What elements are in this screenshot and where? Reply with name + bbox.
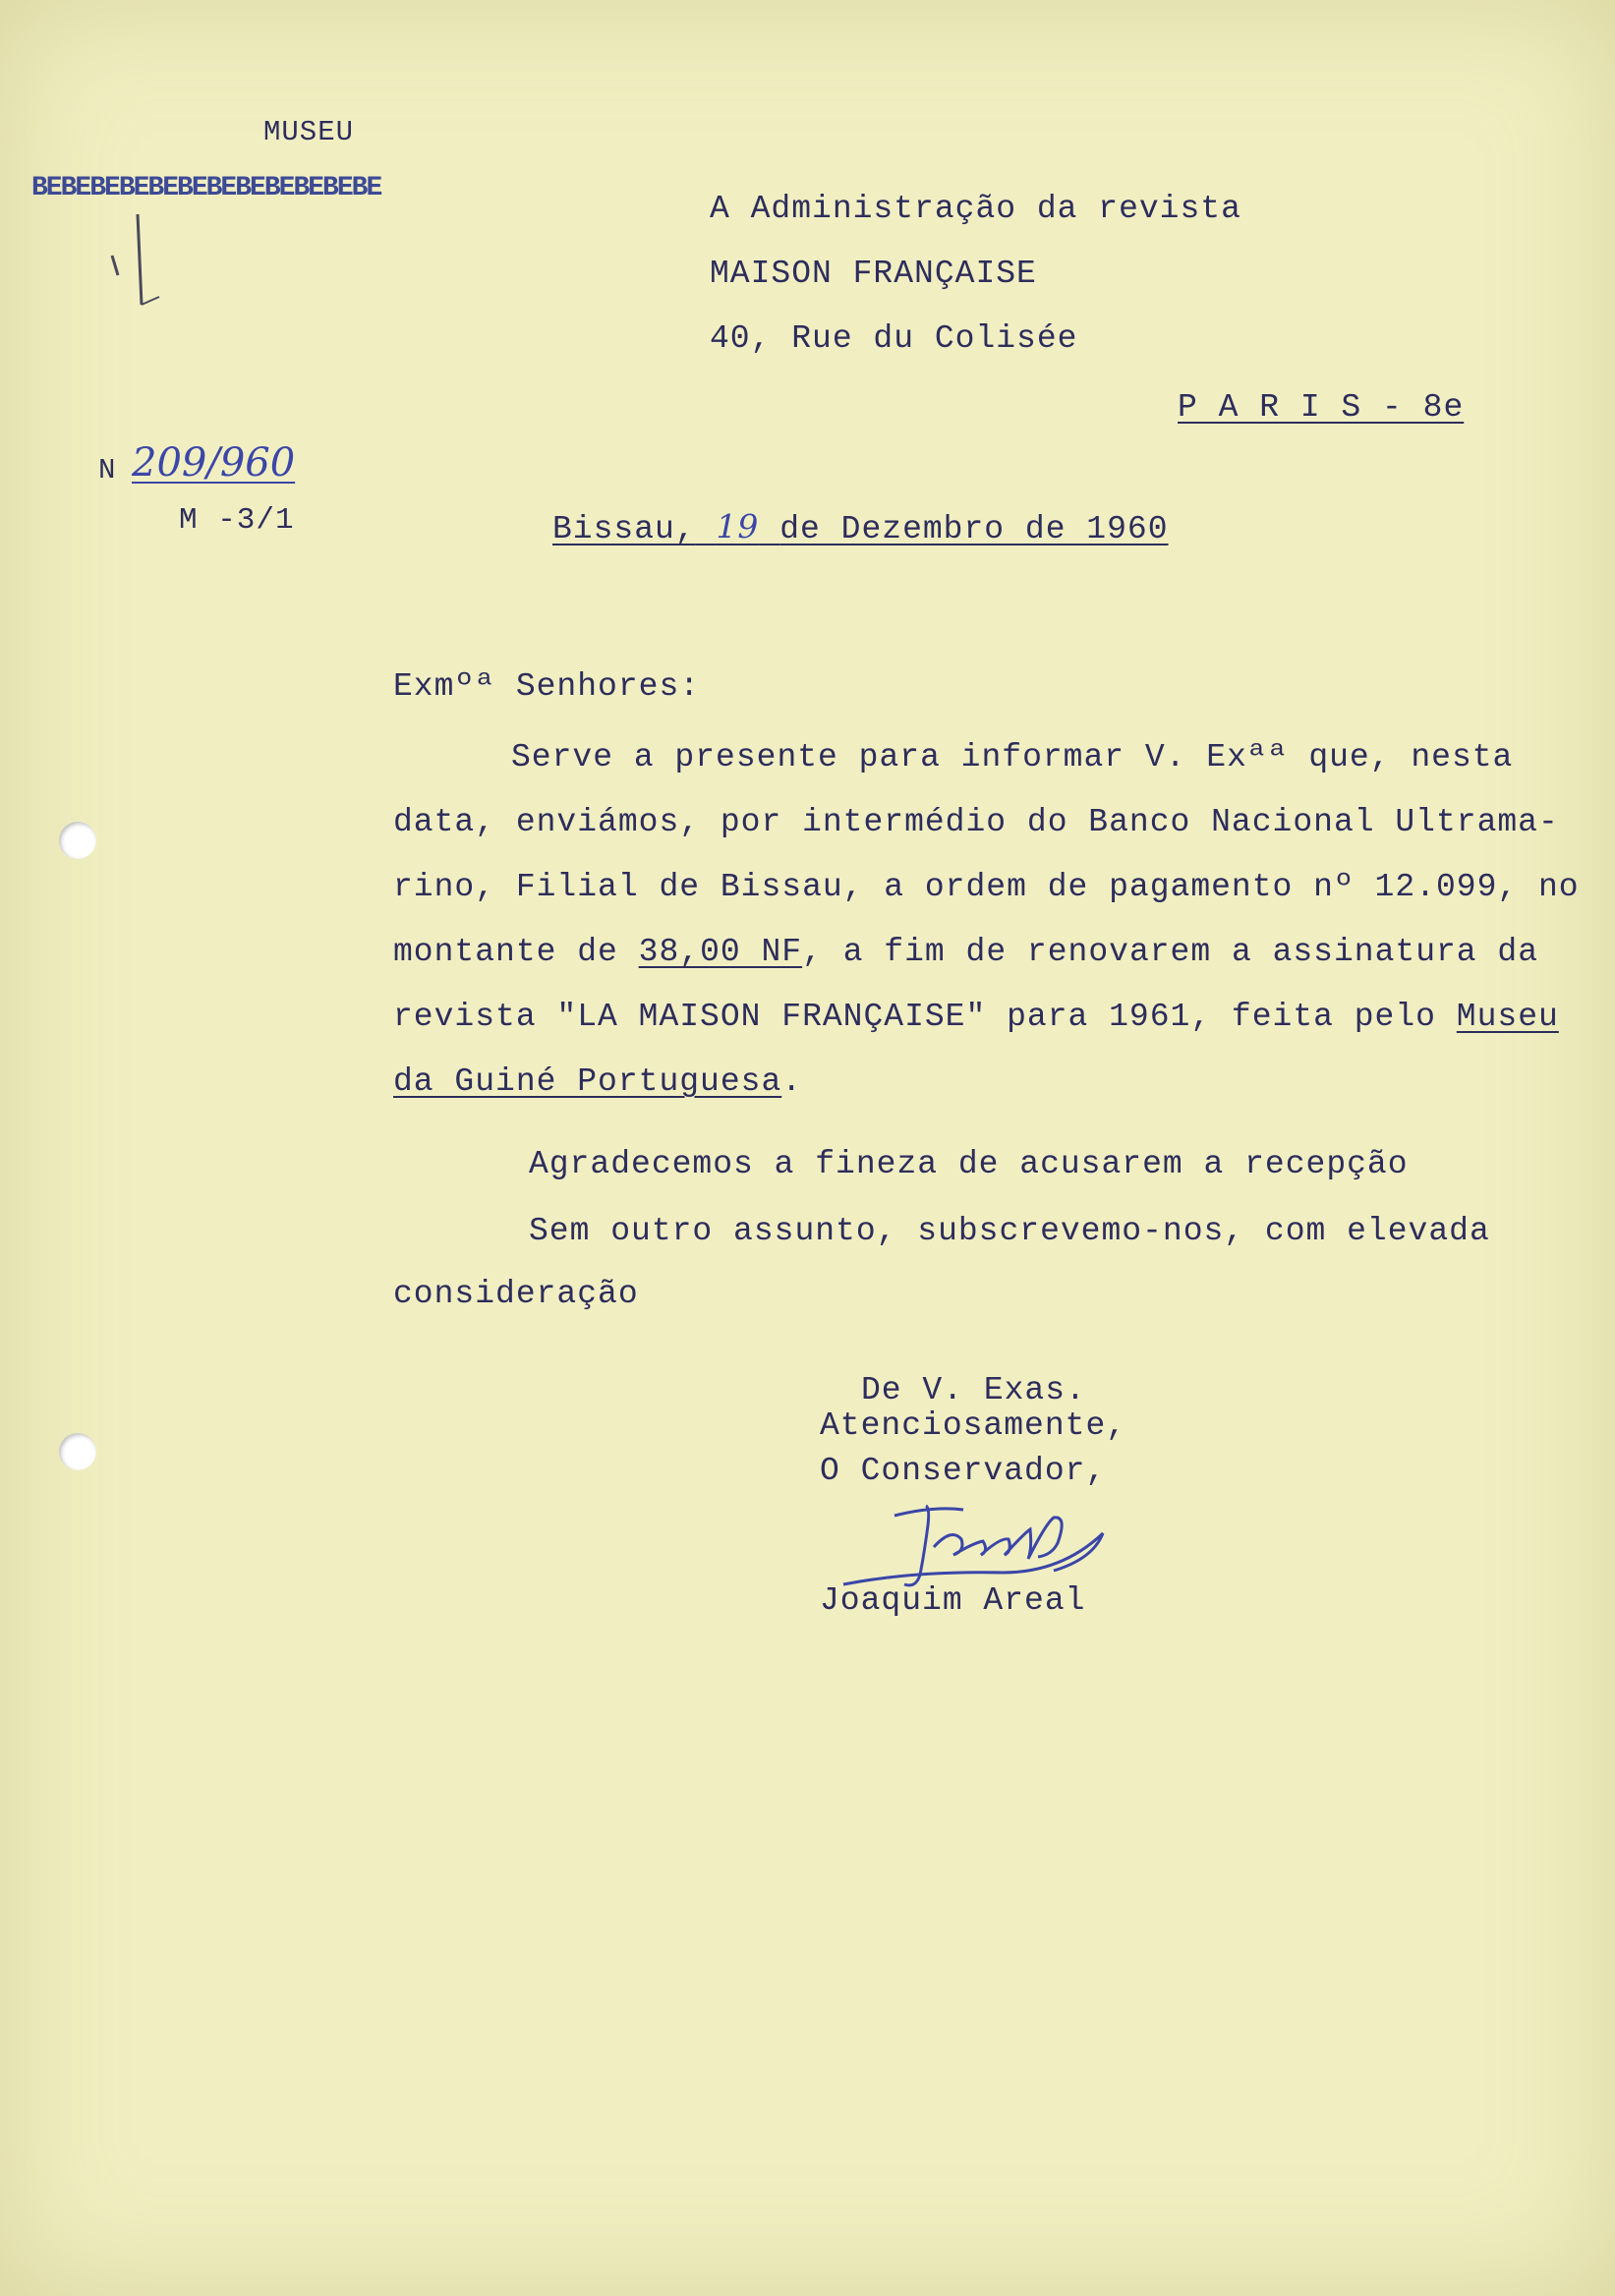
p1-l4-end: , a fim de renovarem a assinatura da xyxy=(802,934,1539,970)
salutation: Exmºª Senhores: xyxy=(393,668,701,705)
date-day: 19 xyxy=(716,507,760,545)
paragraph-1-line-3: rino, Filial de Bissau, a ordem de pagamento nº 12.099, no xyxy=(393,869,1580,905)
punch-hole-bottom xyxy=(59,1433,96,1470)
date-place: Bissau, xyxy=(552,511,696,547)
p1-l4-start: montante de xyxy=(393,934,618,970)
paragraph-3-line-1: Sem outro assunto, subscrevemo-nos, com elevada xyxy=(529,1213,1490,1249)
closing-line-2: Atenciosamente, xyxy=(820,1407,1127,1444)
payment-amount: 38,00 NF xyxy=(638,934,803,970)
recipient-city: P A R I S - 8e xyxy=(1178,389,1465,426)
reference-number: 209/960 xyxy=(132,440,296,486)
closing-line-3: O Conservador, xyxy=(820,1453,1107,1489)
reference-code: M -3/1 xyxy=(179,503,295,538)
paragraph-2: Agradecemos a fineza de acusarem a recepção xyxy=(529,1146,1409,1182)
paragraph-1-line-5 xyxy=(393,999,1559,1035)
date-rest: de Dezembro de 1960 xyxy=(779,511,1169,547)
museum-name-part-2: da Guiné Portuguesa xyxy=(393,1063,782,1100)
pencil-mark xyxy=(98,206,177,324)
paragraph-1-line-1: Serve a presente para informar V. Exªª que, nesta xyxy=(511,739,1514,775)
p1-l5-start: revista "LA MAISON FRANÇAISE" para 1961, feita pelo xyxy=(393,999,1436,1035)
punch-hole-top xyxy=(59,822,96,859)
paragraph-3-line-2: consideração xyxy=(393,1276,639,1312)
paragraph-1-line-2: data, enviámos, por intermédio do Banco Nacional Ultrama- xyxy=(393,804,1559,840)
reference-n-label: N xyxy=(98,454,117,487)
institution-heading: MUSEU xyxy=(263,116,355,148)
recipient-line-1: A Administração da revista xyxy=(710,191,1241,227)
paragraph-1-line-4 xyxy=(393,934,1538,970)
struck-out-line: BEBEBEBEBEBEBEBEBEBEBEBE xyxy=(31,173,381,203)
p1-l6-end: . xyxy=(781,1063,803,1100)
recipient-line-2: MAISON FRANÇAISE xyxy=(710,256,1037,292)
date-line xyxy=(552,507,1169,547)
paragraph-1-line-6 xyxy=(393,1063,802,1100)
recipient-line-3: 40, Rue du Colisée xyxy=(710,320,1078,357)
closing-line-1: De V. Exas. xyxy=(861,1372,1086,1408)
museum-name-part-1: Museu xyxy=(1456,999,1559,1035)
signer-name: Joaquim Areal xyxy=(820,1582,1086,1619)
